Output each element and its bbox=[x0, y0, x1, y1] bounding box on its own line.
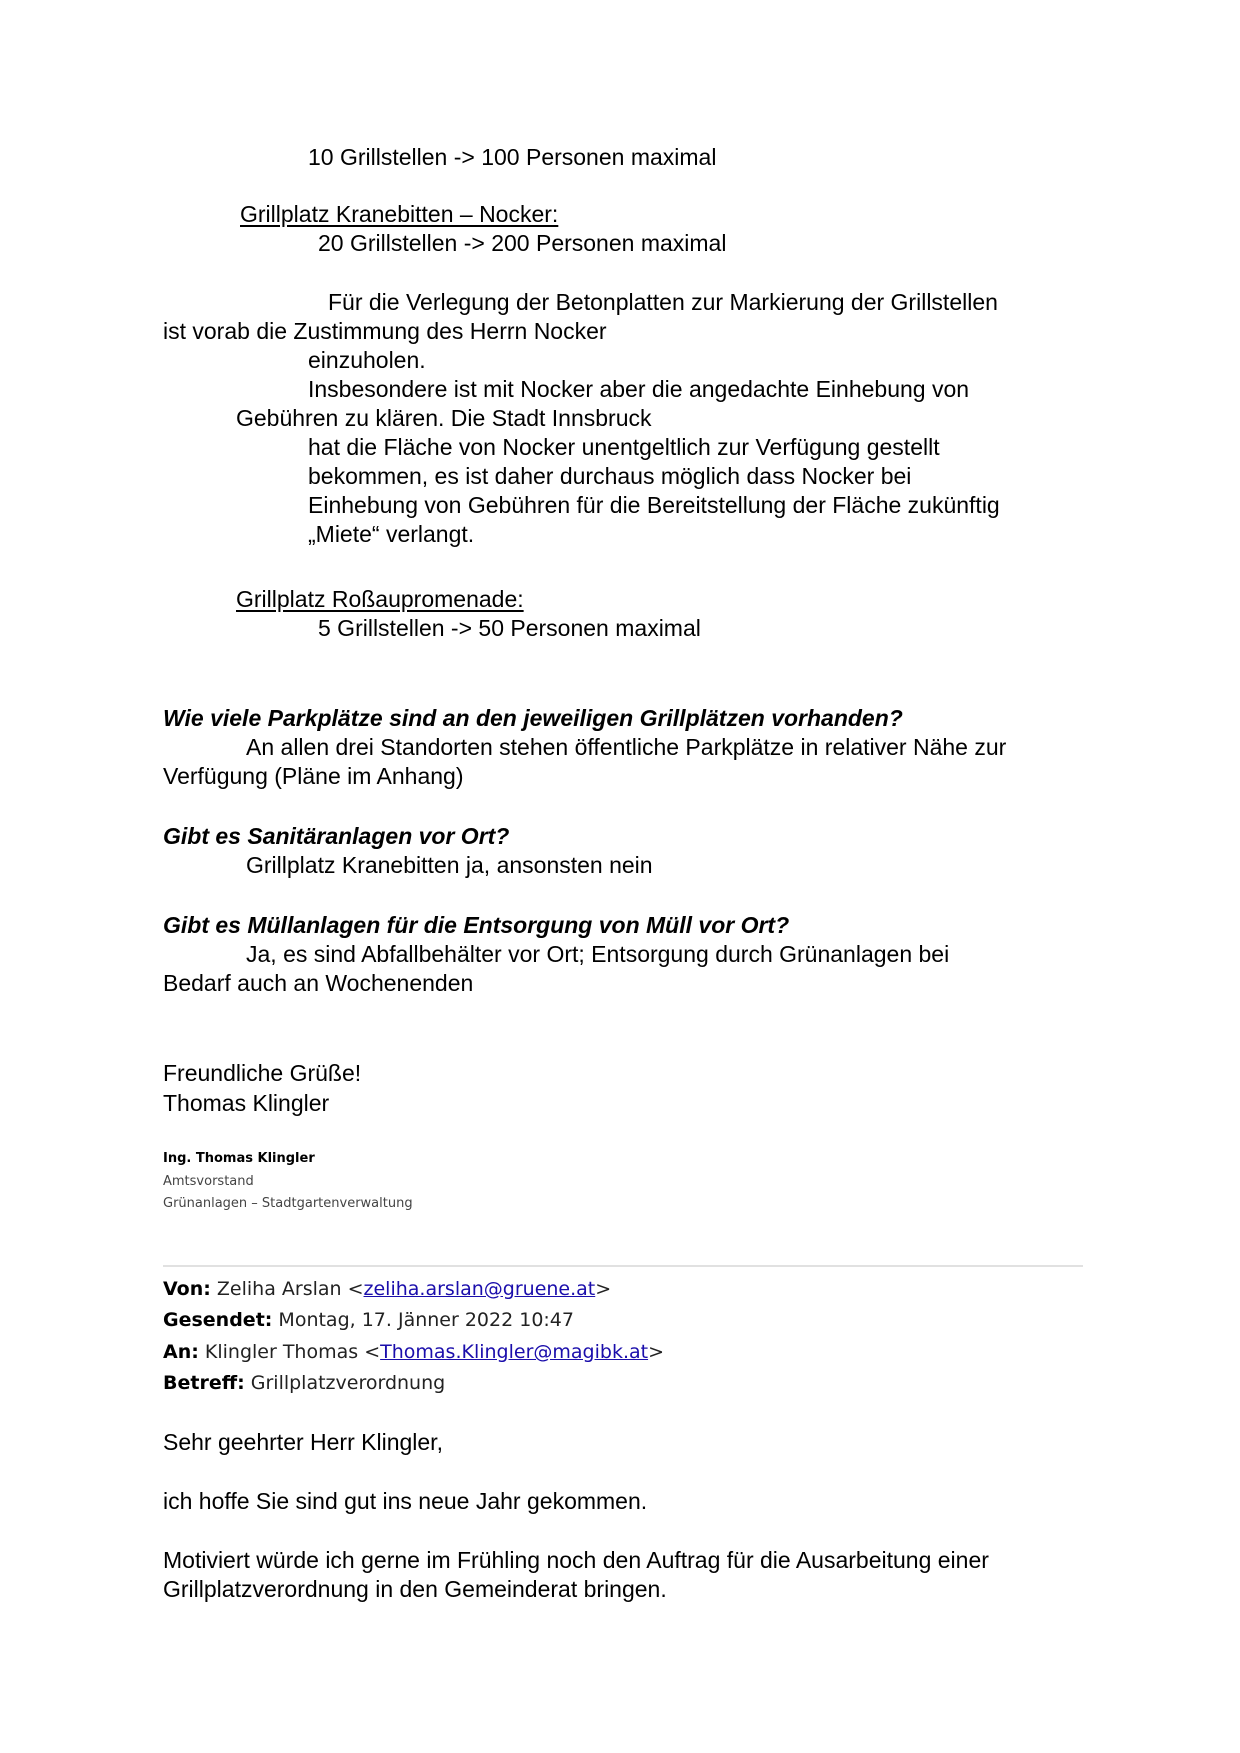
nocker-para-line: ist vorab die Zustimmung des Herrn Nocker bbox=[163, 318, 607, 344]
email-body-line: ich hoffe Sie sind gut ins neue Jahr gekommen. bbox=[163, 1488, 648, 1514]
email-body-para-line: Grillplatzverordnung in den Gemeinderat bringen. bbox=[163, 1576, 667, 1602]
capacity-kranebitten-first: 10 Grillstellen -> 100 Personen maximal bbox=[308, 144, 717, 170]
email-to-name: Klingler Thomas < bbox=[204, 1341, 381, 1363]
question-sanitary: Gibt es Sanitäranlagen vor Ort? bbox=[163, 823, 510, 849]
email-body-para-line: Motiviert würde ich gerne im Frühling noch den Auftrag für die Ausarbeitung einer bbox=[163, 1547, 989, 1573]
nocker-para-line: Gebühren zu klären. Die Stadt Innsbruck bbox=[236, 405, 652, 431]
capacity-nocker: 20 Grillstellen -> 200 Personen maximal bbox=[318, 230, 727, 256]
answer-waste-line: Ja, es sind Abfallbehälter vor Ort; Entsorgung durch Grünanlagen bei bbox=[246, 941, 950, 967]
email-sent-row bbox=[163, 1307, 574, 1333]
nocker-para-line: einzuholen. bbox=[308, 347, 426, 373]
email-sent-label: Gesendet: bbox=[163, 1309, 273, 1331]
section-title-nocker: Grillplatz Kranebitten – Nocker: bbox=[240, 201, 559, 227]
email-from-label: Von: bbox=[163, 1278, 211, 1300]
email-salutation: Sehr geehrter Herr Klingler, bbox=[163, 1429, 443, 1455]
nocker-para-line: „Miete“ verlangt. bbox=[308, 521, 475, 547]
answer-waste-line: Bedarf auch an Wochenenden bbox=[163, 970, 474, 996]
section-title-rossau: Grillplatz Roßaupromenade: bbox=[236, 586, 524, 612]
email-to-link[interactable]: Thomas.Klingler@magibk.at bbox=[380, 1341, 649, 1363]
signature-name: Ing. Thomas Klingler bbox=[163, 1151, 315, 1166]
email-from-name: Zeliha Arslan < bbox=[216, 1278, 364, 1300]
email-subject-label: Betreff: bbox=[163, 1372, 245, 1394]
email-from-link[interactable]: zeliha.arslan@gruene.at bbox=[363, 1278, 596, 1300]
nocker-para-line: hat die Fläche von Nocker unentgeltlich zur Verfügung gestellt bbox=[308, 434, 940, 460]
nocker-para-line: Für die Verlegung der Betonplatten zur Markierung der Grillstellen bbox=[328, 289, 998, 315]
email-sent-value: Montag, 17. Jänner 2022 10:47 bbox=[278, 1309, 574, 1331]
answer-sanitary-line: Grillplatz Kranebitten ja, ansonsten nein bbox=[246, 852, 653, 878]
nocker-para-line: Einhebung von Gebühren für die Bereitstellung der Fläche zukünftig bbox=[308, 492, 1000, 518]
question-waste: Gibt es Müllanlagen für die Entsorgung von Müll vor Ort? bbox=[163, 912, 790, 938]
email-to-row bbox=[163, 1339, 664, 1365]
email-to-label: An: bbox=[163, 1341, 199, 1363]
closing-greeting: Freundliche Grüße! bbox=[163, 1060, 362, 1086]
question-parking: Wie viele Parkplätze sind an den jeweiligen Grillplätzen vorhanden? bbox=[163, 705, 903, 731]
email-from-row bbox=[163, 1276, 611, 1302]
closing-name: Thomas Klingler bbox=[163, 1090, 330, 1116]
answer-parking-line: An allen drei Standorten stehen öffentliche Parkplätze in relativer Nähe zur bbox=[246, 734, 1007, 760]
email-subject-row bbox=[163, 1370, 445, 1396]
email-subject-value: Grillplatzverordnung bbox=[250, 1372, 446, 1394]
email-from-end: > bbox=[595, 1278, 612, 1300]
answer-parking-line: Verfügung (Pläne im Anhang) bbox=[163, 763, 464, 789]
nocker-para-line: Insbesondere ist mit Nocker aber die angedachte Einhebung von bbox=[308, 376, 970, 402]
capacity-rossau: 5 Grillstellen -> 50 Personen maximal bbox=[318, 615, 701, 641]
email-divider bbox=[163, 1265, 1083, 1267]
signature-position: Amtsvorstand bbox=[163, 1174, 254, 1189]
signature-department: Grünanlagen – Stadtgartenverwaltung bbox=[163, 1196, 413, 1211]
email-to-end: > bbox=[648, 1341, 664, 1363]
nocker-para-line: bekommen, es ist daher durchaus möglich dass Nocker bei bbox=[308, 463, 912, 489]
